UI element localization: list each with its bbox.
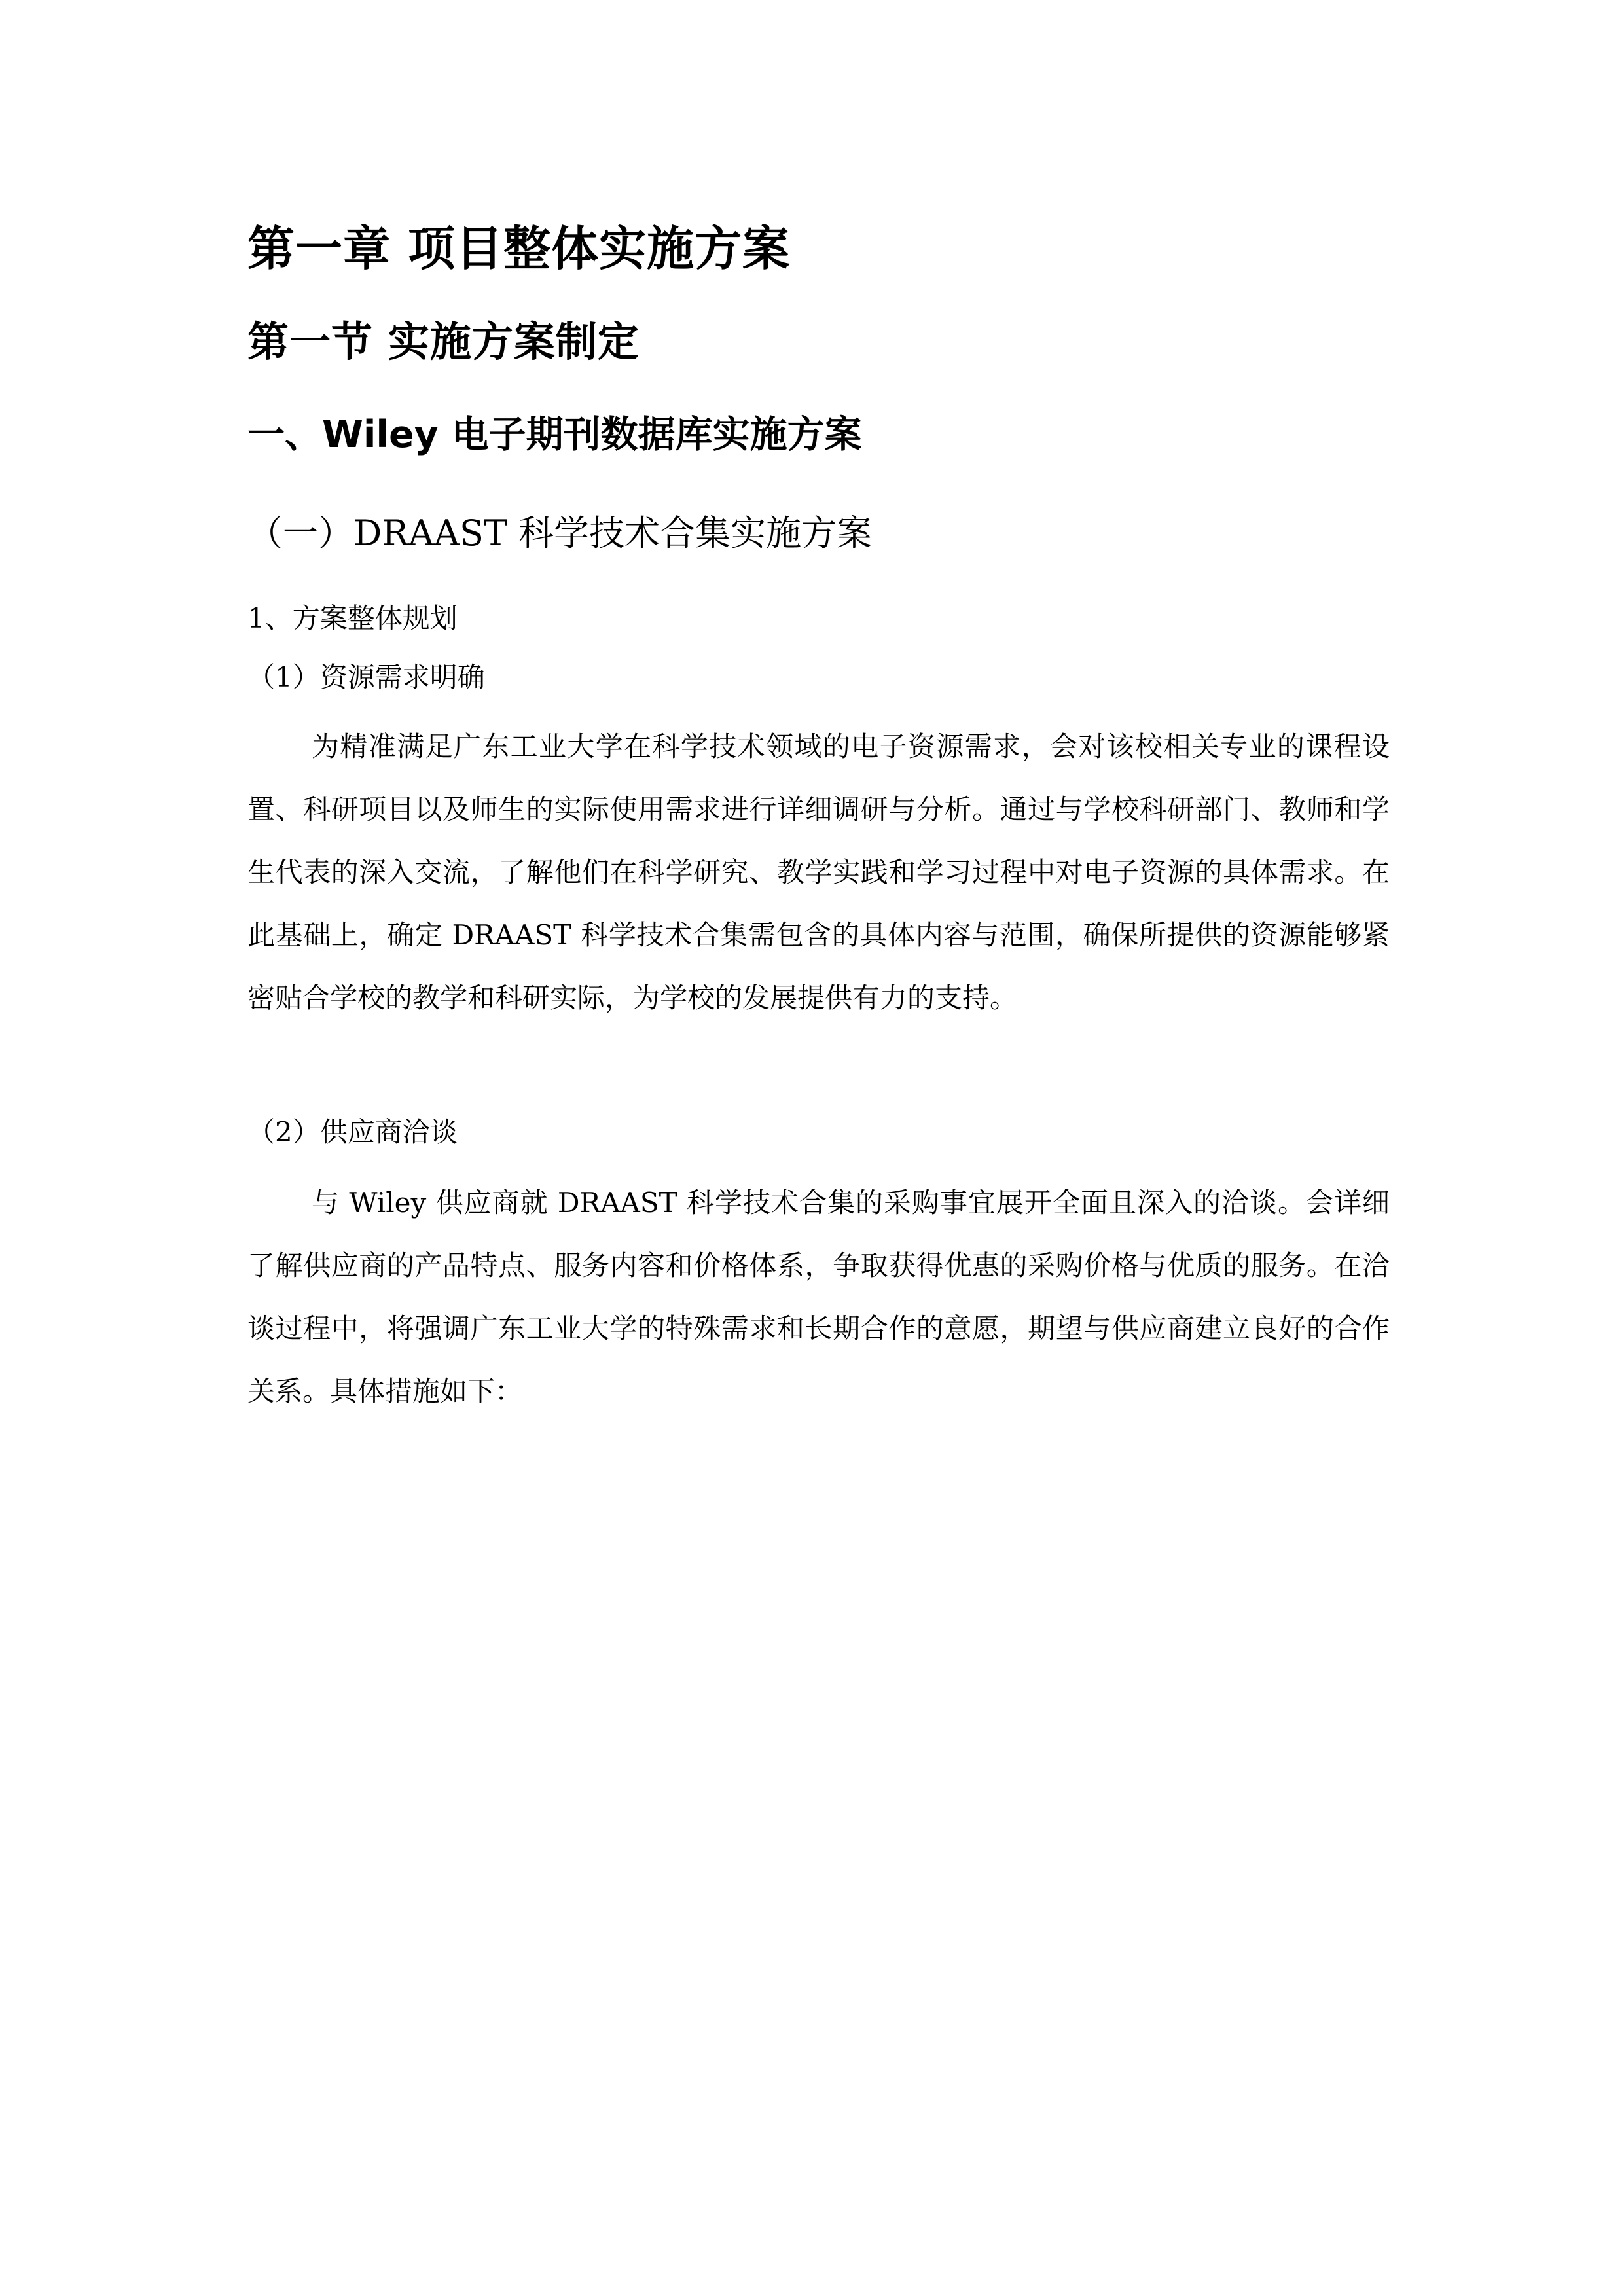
- point2-heading: （2）供应商洽谈: [247, 1116, 458, 1148]
- chapter-title: 第一章 项目整体实施方案: [247, 221, 791, 276]
- section-title: 第一节 实施方案制定: [247, 318, 640, 366]
- sub-subsection-title: （一）DRAAST 科学技术合集实施方案: [247, 512, 873, 554]
- point1-paragraph: 为精准满足广东工业大学在科学技术领域的电子资源需求，会对该校相关专业的课程设置、科研项目以及师生的实际使用需求进行详细调研与分析。通过与学校科研部门、教师和学生代表的深入交流，了解他们在科学研究、教学实践和学习过程中对电子资源的具体需求。在此基础上，确定 DRAAST 科学技术合集需包含的具体内容与范围，确保所提供的资源能够紧密贴合学校的教学和科研实际，为学校的发展提供有力的支持。: [247, 730, 1390, 1014]
- point1-heading: （1）资源需求明确: [247, 661, 485, 693]
- item-title: 1、方案整体规划: [247, 602, 458, 634]
- point2-paragraph: 与 Wiley 供应商就 DRAAST 科学技术合集的采购事宜展开全面且深入的洽谈。会详细了解供应商的产品特点、服务内容和价格体系，争取获得优惠的采购价格与优质的服务。在洽谈过程中，将强调广东工业大学的特殊需求和长期合作的意愿，期望与供应商建立良好的合作关系。具体措施如下：: [247, 1187, 1390, 1407]
- subsection-title: 一、Wiley 电子期刊数据库实施方案: [247, 413, 862, 456]
